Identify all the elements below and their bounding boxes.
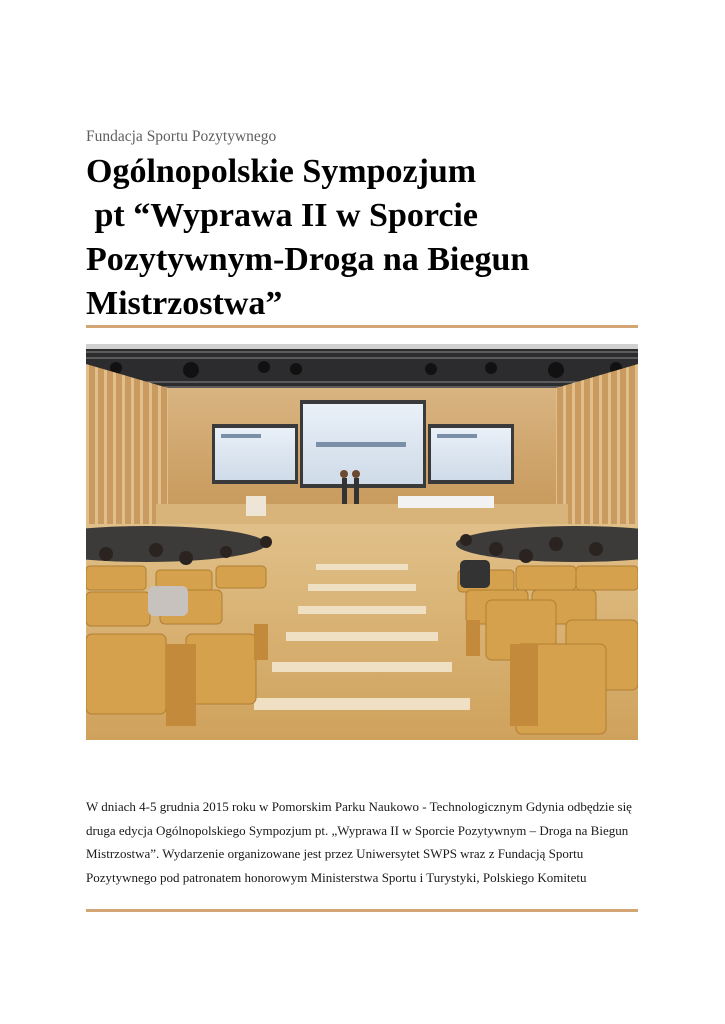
top-divider <box>86 325 638 328</box>
article-line: druga edycja Ogólnopolskiego Sympozjum pt. „Wyprawa II w Sporcie Pozytywnym – Droga na Biegun <box>86 822 629 838</box>
article-body <box>86 795 646 889</box>
document-title: Ogólnopolskie Sympozjum pt “Wyprawa II w Sporcie Pozytywnym-Droga na Biegun Mistrzostwa” <box>86 153 530 322</box>
auditorium-photo <box>86 344 638 740</box>
article-line: Mistrzostwa”. Wydarzenie organizowane jest przez Uniwersytet SWPS wraz z Fundacją Sportu <box>86 846 584 861</box>
article-line: Pozytywnego pod patronatem honorowym Ministerstwa Sportu i Turystyki, Polskiego Komitetu <box>86 869 587 885</box>
organization-name: Fundacja Sportu Pozytywnego <box>86 128 277 145</box>
bottom-divider <box>86 909 638 912</box>
article-line: W dniach 4-5 grudnia 2015 roku w Pomorskim Parku Naukowo - Technologicznym Gdynia odbędzie się <box>86 799 632 814</box>
